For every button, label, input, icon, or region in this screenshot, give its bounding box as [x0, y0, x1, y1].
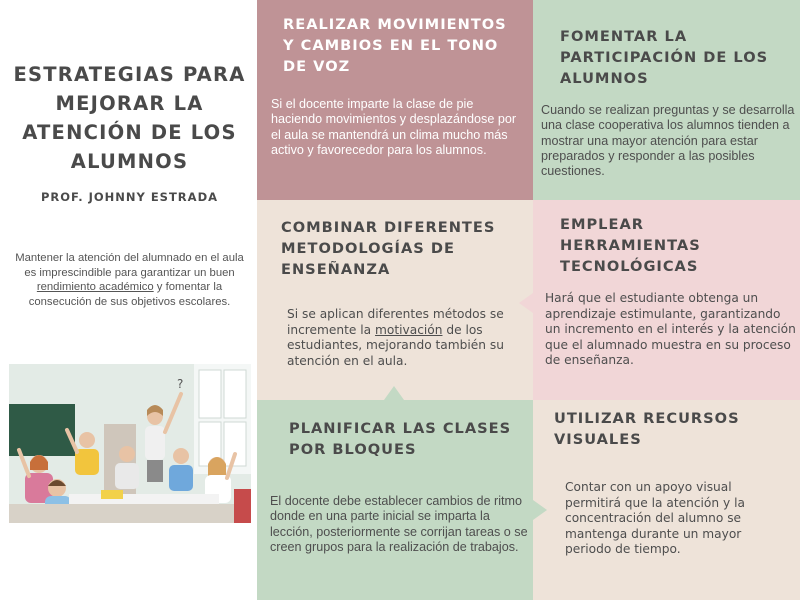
intro-text	[14, 251, 245, 309]
motivation-link[interactable]: motivación	[375, 322, 443, 337]
strategy-title: REALIZAR MOVIMIENTOS Y CAMBIOS EN EL TONO DE VOZ	[283, 16, 507, 75]
connector-arrow	[384, 386, 404, 400]
page-title: ESTRATEGIAS PARA MEJORAR LA ATENCIÓN DE LOS ALUMNOS	[13, 63, 246, 173]
strategy-card-visual	[533, 400, 800, 600]
strategy-card-participation	[533, 0, 800, 200]
classroom-illustration	[9, 364, 251, 523]
strategy-card-technology	[533, 200, 800, 400]
intro-text-part2: y fomentar la consecución de sus objetivos escolares.	[28, 281, 231, 308]
strategy-text: El docente debe establecer cambios de ritmo donde en una parte inicial se imparta la lección, posteriormente se corrijan tareas o se creen grupos para la realización de trabajos.	[270, 494, 528, 554]
strategy-card-movements	[257, 0, 533, 200]
strategy-text-part1: Si se aplican diferentes métodos se incremente la	[287, 307, 504, 337]
strategy-text	[287, 307, 523, 369]
strategy-title: UTILIZAR RECURSOS VISUALES	[554, 410, 740, 448]
strategy-text: Contar con un apoyo visual permitirá que la atención y la concentración del alumno se mantenga durante un mayor periodo de tiempo.	[565, 480, 745, 557]
strategy-text: Si el docente imparte la clase de pie haciendo movimientos y desplazándose por el aula se mantendrá un clima mucho más activo y favorecedor para los alumnos.	[271, 97, 517, 157]
intro-link[interactable]: rendimiento académico	[36, 281, 154, 293]
sidebar	[0, 0, 257, 600]
strategy-card-methodologies	[257, 200, 533, 400]
intro-text-part1: Mantener la atención del alumnado en el aula es imprescindible para garantizar un buen	[15, 252, 244, 279]
strategy-title: EMPLEAR HERRAMIENTAS TECNOLÓGICAS	[560, 216, 701, 275]
strategy-title: PLANIFICAR LAS CLASES POR BLOQUES	[289, 420, 512, 458]
connector-arrow	[533, 500, 547, 520]
svg-text:?: ?	[177, 377, 184, 391]
strategy-text: Hará que el estudiante obtenga un aprendizaje estimulante, garantizando un incremento en el interés y la atención que el alumnado muestra en su proceso de enseñanza.	[545, 291, 796, 368]
strategy-title: COMBINAR DIFERENTES METODOLOGÍAS DE ENSEÑANZA	[281, 219, 496, 278]
strategy-text: Cuando se realizan preguntas y se desarrolla una clase cooperativa los alumnos tienden a mostrar una mayor atención para estar preparados y responder a las posibles cuestiones.	[541, 103, 795, 179]
strategy-text-part2: de los estudiantes, mejorando también su atención en el aula.	[287, 322, 504, 368]
connector-arrow	[519, 293, 533, 313]
classroom-photo	[9, 364, 251, 523]
strategy-card-blocks	[257, 400, 533, 600]
author-name: PROF. JOHNNY ESTRADA	[40, 190, 219, 204]
strategy-title: FOMENTAR LA PARTICIPACIÓN DE LOS ALUMNOS	[560, 28, 769, 87]
connector-arrow	[533, 58, 547, 78]
